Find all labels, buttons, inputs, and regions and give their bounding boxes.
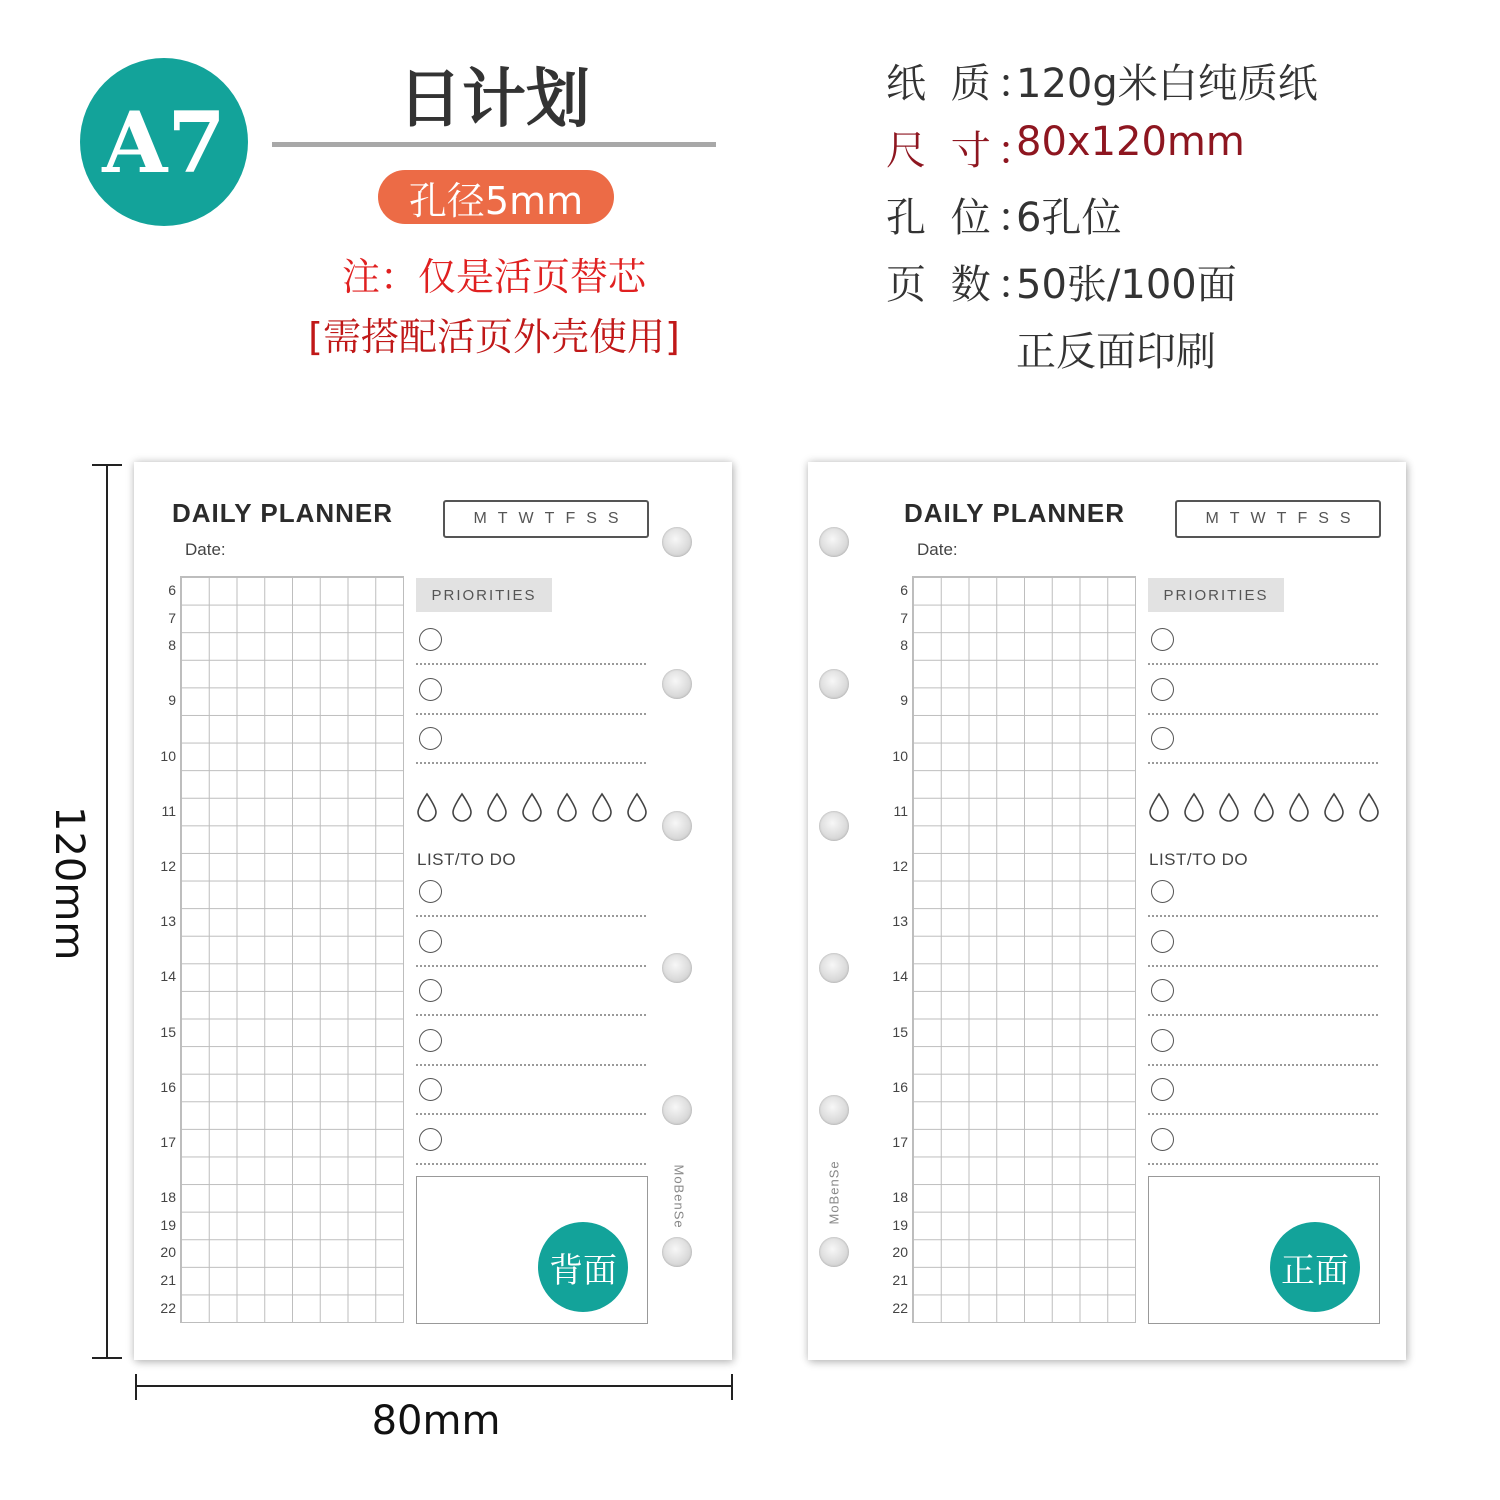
refill-note: 注：仅是活页替芯 <box>341 255 646 299</box>
binder-hole <box>662 953 692 983</box>
hour-label: 11 <box>161 802 176 819</box>
todo-label: LIST/TO DO <box>417 850 517 869</box>
spec-value: 正反面印刷 <box>1016 329 1216 375</box>
hour-label: 13 <box>892 913 908 930</box>
binder-hole <box>662 1237 692 1267</box>
hour-label: 15 <box>160 1023 176 1040</box>
hour-label: 11 <box>893 802 908 819</box>
hour-label: 20 <box>160 1244 176 1261</box>
todo-checkbox[interactable] <box>1151 979 1174 1002</box>
todo-line <box>1148 1014 1378 1016</box>
weekday-6[interactable]: S <box>607 510 619 527</box>
todo-checkbox[interactable] <box>419 1128 442 1151</box>
todo-checkbox[interactable] <box>1151 930 1174 953</box>
weekday-3[interactable]: T <box>1276 510 1287 527</box>
priority-checkbox[interactable] <box>1151 678 1174 701</box>
todo-line <box>1148 915 1378 917</box>
page-title: 日计划 <box>398 63 590 137</box>
hour-label: 18 <box>160 1189 176 1206</box>
hour-label: 19 <box>160 1216 176 1233</box>
hour-label: 12 <box>892 858 908 874</box>
water-drop-icon[interactable] <box>520 792 544 822</box>
water-drop-icon[interactable] <box>485 792 509 822</box>
weekday-0[interactable]: M <box>1205 510 1219 527</box>
binder-note: [需搭配活页外壳使用] <box>308 315 680 359</box>
priorities-label: PRIORITIES <box>1148 578 1284 612</box>
spec-label: 页 数： <box>886 262 1043 308</box>
water-drop-icon[interactable] <box>1217 792 1241 822</box>
height-dimension-line <box>106 466 108 1359</box>
size-badge: A7 <box>80 58 248 226</box>
weekday-1[interactable]: T <box>1229 510 1240 527</box>
height-dimension-label: 120mm <box>46 806 92 961</box>
hour-label: 17 <box>160 1134 176 1150</box>
hour-label: 14 <box>160 968 176 985</box>
hour-label: 8 <box>900 637 908 654</box>
binder-hole <box>662 1095 692 1125</box>
page-side-badge: 正面 <box>1270 1222 1360 1312</box>
spec-value: 120g米白纯质纸 <box>1016 61 1318 107</box>
priority-line <box>1148 762 1378 764</box>
height-dimension-cap <box>92 464 122 466</box>
height-dimension-cap <box>92 1357 122 1359</box>
width-dimension-label: 80mm <box>371 1398 501 1444</box>
width-dimension-cap <box>731 1374 733 1400</box>
date-label: Date: <box>917 540 958 559</box>
todo-checkbox[interactable] <box>1151 1029 1174 1052</box>
todo-checkbox[interactable] <box>419 979 442 1002</box>
water-drop-icon[interactable] <box>1252 792 1276 822</box>
water-tracker <box>415 792 649 822</box>
hour-label: 7 <box>168 609 176 626</box>
hour-label: 16 <box>160 1078 176 1095</box>
spec-size <box>886 119 1486 186</box>
weekday-0[interactable]: M <box>473 510 487 527</box>
todo-line <box>416 1014 646 1016</box>
todo-checkbox[interactable] <box>1151 880 1174 903</box>
priority-line <box>416 762 646 764</box>
water-drop-icon[interactable] <box>590 792 614 822</box>
hour-label: 18 <box>892 1189 908 1206</box>
priorities-label: PRIORITIES <box>416 578 552 612</box>
priority-line <box>416 663 646 665</box>
weekday-2[interactable]: W <box>1250 510 1266 527</box>
weekday-5[interactable]: S <box>586 510 597 527</box>
binder-hole <box>819 1095 849 1125</box>
hour-label: 13 <box>160 913 176 930</box>
spec-paper <box>886 52 1486 119</box>
priority-line <box>1148 713 1378 715</box>
todo-line <box>416 965 646 967</box>
spec-value: 50张/100面 <box>1016 262 1237 308</box>
todo-line <box>1148 1113 1378 1115</box>
hour-labels <box>146 576 176 1323</box>
hour-label: 8 <box>168 637 176 654</box>
hour-label: 10 <box>892 747 908 764</box>
hour-label: 7 <box>900 609 908 626</box>
todo-line <box>1148 965 1378 967</box>
binder-hole <box>819 527 849 557</box>
width-dimension-cap <box>135 1374 137 1400</box>
hour-label: 21 <box>892 1272 908 1288</box>
todo-line <box>416 915 646 917</box>
binder-hole <box>819 953 849 983</box>
hour-label: 9 <box>168 692 176 709</box>
todo-line <box>1148 1163 1378 1165</box>
binder-hole <box>662 669 692 699</box>
hour-label: 22 <box>892 1299 908 1316</box>
binder-hole <box>819 811 849 841</box>
spec-printing <box>886 320 1486 387</box>
spec-label: 孔 位： <box>886 195 1043 241</box>
spec-pages <box>886 253 1486 320</box>
time-grid[interactable] <box>912 576 1136 1323</box>
binder-hole <box>819 1237 849 1267</box>
hour-label: 16 <box>892 1078 908 1095</box>
todo-checkbox[interactable] <box>419 1029 442 1052</box>
hour-label: 20 <box>892 1244 908 1261</box>
priority-line <box>1148 663 1378 665</box>
hour-label: 22 <box>160 1299 176 1316</box>
hour-label: 9 <box>900 692 908 709</box>
todo-line <box>416 1113 646 1115</box>
water-drop-icon[interactable] <box>1357 792 1381 822</box>
planner-title: DAILY PLANNER <box>904 498 1126 528</box>
planner-title: DAILY PLANNER <box>172 498 394 528</box>
weekday-4[interactable]: F <box>565 510 576 527</box>
hour-label: 12 <box>160 858 176 874</box>
water-drop-icon[interactable] <box>450 792 474 822</box>
water-drop-icon[interactable] <box>1147 792 1171 822</box>
todo-checkbox[interactable] <box>419 1078 442 1101</box>
spec-value: 6孔位 <box>1016 195 1122 241</box>
brand-label: MoBenSe <box>671 1164 687 1229</box>
priority-checkbox[interactable] <box>419 628 442 651</box>
width-dimension-line <box>136 1385 733 1387</box>
water-drop-icon[interactable] <box>555 792 579 822</box>
priority-line <box>416 713 646 715</box>
title-divider <box>272 142 716 147</box>
todo-checkbox[interactable] <box>419 880 442 903</box>
todo-checkbox[interactable] <box>419 930 442 953</box>
binder-hole <box>662 527 692 557</box>
priority-checkbox[interactable] <box>419 678 442 701</box>
weekday-4[interactable]: F <box>1297 510 1308 527</box>
time-grid[interactable] <box>180 576 404 1323</box>
priority-checkbox[interactable] <box>419 727 442 750</box>
spec-label: 纸 质： <box>886 61 1043 107</box>
weekday-5[interactable]: S <box>1318 510 1329 527</box>
weekday-selector <box>1175 500 1381 538</box>
hour-label: 19 <box>892 1216 908 1233</box>
water-drop-icon[interactable] <box>1322 792 1346 822</box>
hour-label: 10 <box>160 747 176 764</box>
hour-label: 15 <box>892 1023 908 1040</box>
weekday-6[interactable]: S <box>1339 510 1351 527</box>
weekday-3[interactable]: T <box>544 510 555 527</box>
todo-line <box>416 1163 646 1165</box>
todo-line <box>1148 1064 1378 1066</box>
weekday-selector <box>443 500 649 538</box>
water-drop-icon[interactable] <box>625 792 649 822</box>
hour-label: 14 <box>892 968 908 985</box>
water-tracker <box>1147 792 1381 822</box>
page-side-badge: 背面 <box>538 1222 628 1312</box>
todo-label: LIST/TO DO <box>1149 850 1249 869</box>
priority-checkbox[interactable] <box>1151 628 1174 651</box>
weekday-1[interactable]: T <box>497 510 508 527</box>
binder-hole <box>819 669 849 699</box>
water-drop-icon[interactable] <box>415 792 439 822</box>
hour-label: 6 <box>168 582 176 598</box>
water-drop-icon[interactable] <box>1287 792 1311 822</box>
hole-size-pill: 孔径5mm <box>378 170 614 224</box>
todo-checkbox[interactable] <box>1151 1078 1174 1101</box>
priority-checkbox[interactable] <box>1151 727 1174 750</box>
hour-labels <box>878 576 908 1323</box>
spec-list <box>886 52 1486 387</box>
todo-checkbox[interactable] <box>1151 1128 1174 1151</box>
weekday-2[interactable]: W <box>518 510 534 527</box>
planner-page-front <box>808 462 1406 1360</box>
spec-holes <box>886 186 1486 253</box>
brand-label: MoBenSe <box>826 1160 842 1225</box>
water-drop-icon[interactable] <box>1182 792 1206 822</box>
date-label: Date: <box>185 540 226 559</box>
hour-label: 6 <box>900 582 908 598</box>
hour-label: 21 <box>160 1272 176 1288</box>
spec-label: 尺 寸： <box>886 128 1043 174</box>
todo-line <box>416 1064 646 1066</box>
binder-hole <box>662 811 692 841</box>
planner-page-back <box>134 462 732 1360</box>
spec-value: 80x120mm <box>1016 119 1245 165</box>
hour-label: 17 <box>892 1134 908 1150</box>
